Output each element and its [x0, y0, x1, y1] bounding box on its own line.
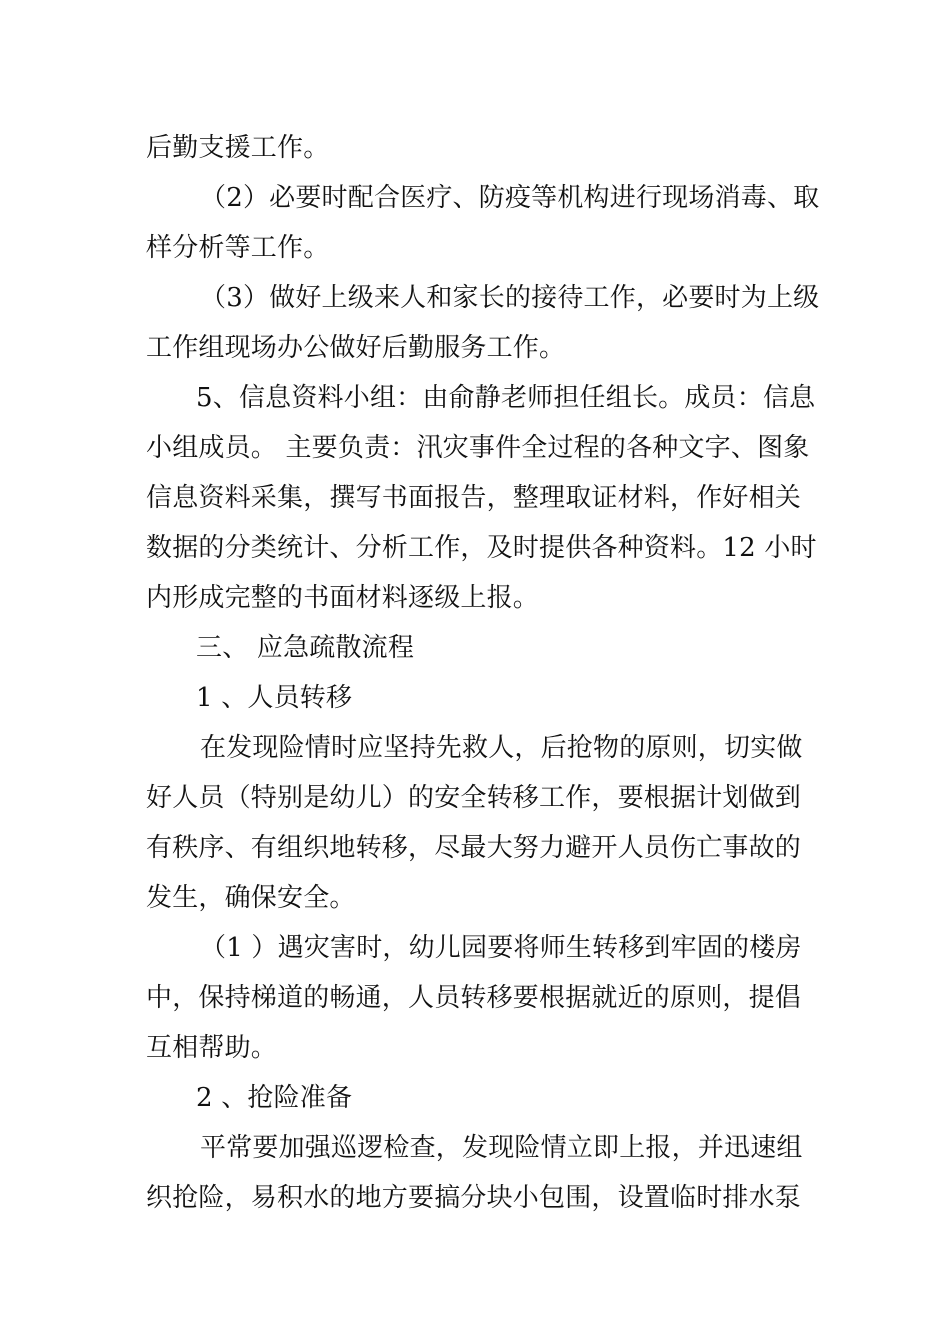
text-line: 好人员（特别是幼儿）的安全转移工作，要根据计划做到 — [146, 783, 802, 813]
text-line: （2）必要时配合医疗、防疫等机构进行现场消毒、取 — [200, 183, 820, 213]
text-line: 小组成员。 主要负责：汛灾事件全过程的各种文字、图象 — [146, 433, 810, 463]
section-heading: 三、 应急疏散流程 — [196, 633, 415, 663]
subsection-heading: 2 、抢险准备 — [196, 1083, 353, 1113]
subsection-heading: 1 、人员转移 — [196, 683, 353, 713]
text-line: 在发现险情时应坚持先救人，后抢物的原则，切实做 — [200, 733, 803, 763]
text-line: （3）做好上级来人和家长的接待工作，必要时为上级 — [200, 283, 820, 313]
text-line: 信息资料采集，撰写书面报告，整理取证材料，作好相关 — [146, 483, 802, 513]
text-line: 发生，确保安全。 — [146, 883, 356, 913]
text-line: 互相帮助。 — [146, 1033, 278, 1063]
text-line: （1 ）遇灾害时，幼儿园要将师生转移到牢固的楼房 — [200, 933, 802, 963]
text-line: 样分析等工作。 — [146, 233, 330, 263]
text-line: 平常要加强巡逻检查，发现险情立即上报，并迅速组 — [200, 1133, 803, 1163]
text-line: 织抢险，易积水的地方要搞分块小包围，设置临时排水泵 — [146, 1183, 802, 1213]
text-line: 有秩序、有组织地转移，尽最大努力避开人员伤亡事故的 — [146, 833, 802, 863]
text-line: 数据的分类统计、分析工作，及时提供各种资料。12 小时 — [146, 533, 817, 563]
text-line: 中，保持梯道的畅通，人员转移要根据就近的原则，提倡 — [146, 983, 802, 1013]
text-line: 工作组现场办公做好后勤服务工作。 — [146, 333, 566, 363]
text-line: 5、信息资料小组：由俞静老师担任组长。成员：信息 — [196, 383, 816, 413]
text-line: 内形成完整的书面材料逐级上报。 — [146, 583, 540, 613]
text-line: 后勤支援工作。 — [146, 133, 330, 163]
